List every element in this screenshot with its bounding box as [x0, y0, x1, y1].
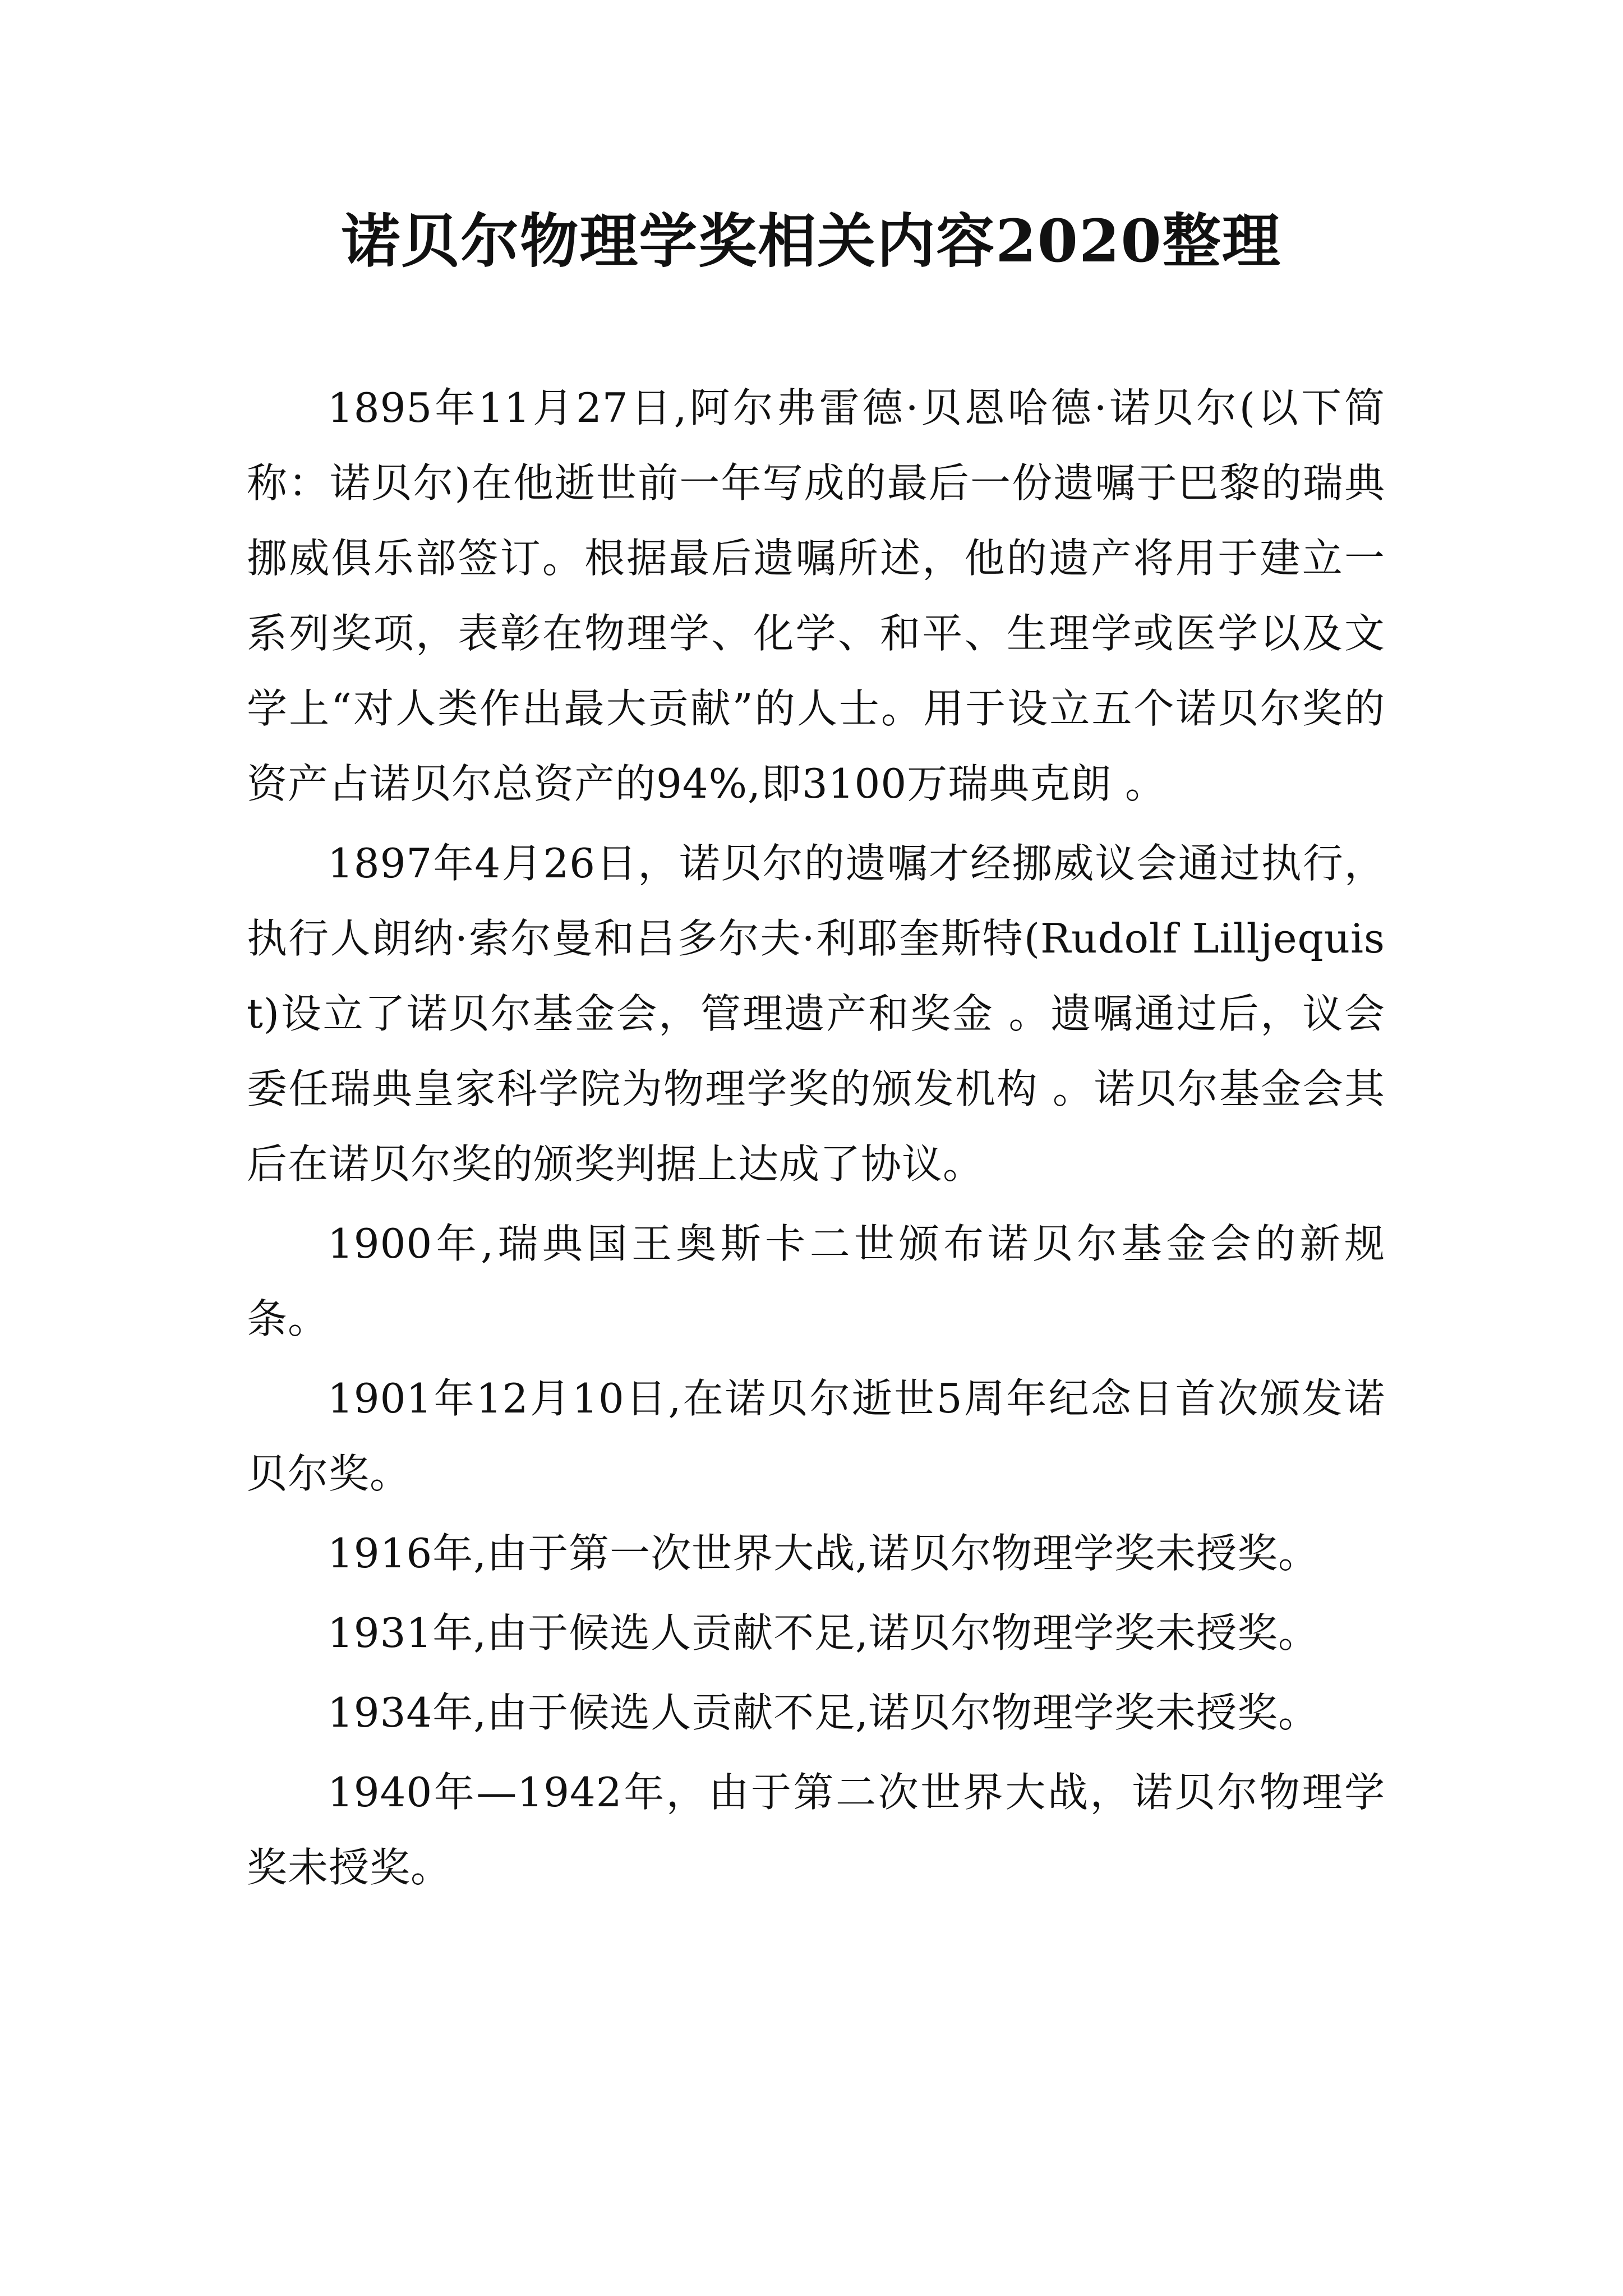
paragraph-1895-will: 1895年11月27日,阿尔弗雷德·贝恩哈德·诺贝尔(以下简称：诺贝尔)在他逝世前一年写成的最后一份遗嘱于巴黎的瑞典挪威俱乐部签订。根据最后遗嘱所述，他的遗产将用于建立一系列奖项，表彰在物理学、化学、和平、生理学或医学以及文学上“对人类作出最大贡献”的人士。用于设立五个诺贝尔奖的资产占诺贝尔总资产的94%,即3100万瑞典克朗 。: [247, 384, 1385, 807]
paragraph-1934-no-award: 1934年,由于候选人贡献不足,诺贝尔物理学奖未授奖。: [328, 1689, 1320, 1736]
paragraph-1916-no-award: 1916年,由于第一次世界大战,诺贝尔物理学奖未授奖。: [328, 1530, 1320, 1577]
paragraph-1900-statutes: 1900年,瑞典国王奥斯卡二世颁布诺贝尔基金会的新规条。: [247, 1220, 1385, 1342]
paragraph-1940-1942-no-award: 1940年—1942年，由于第二次世界大战，诺贝尔物理学奖未授奖。: [247, 1769, 1385, 1891]
paragraph-1931-no-award: 1931年,由于候选人贡献不足,诺贝尔物理学奖未授奖。: [328, 1609, 1320, 1657]
paragraph-1901-first-award: 1901年12月10日,在诺贝尔逝世5周年纪念日首次颁发诺贝尔奖。: [247, 1375, 1385, 1497]
document-title: 诺贝尔物理学奖相关内容2020整理: [342, 206, 1281, 275]
paragraph-1897-foundation: 1897年4月26日，诺贝尔的遗嘱才经挪威议会通过执行，执行人朗纳·索尔曼和吕多尔夫·利耶奎斯特(Rudolf Lilljequist)设立了诺贝尔基金会，管理遗产和奖金 。遗嘱通过后，议会委任瑞典皇家科学院为物理学奖的颁发机构 。诺贝尔基金会其后在诺贝尔奖的颁奖判据上达成了协议。: [247, 840, 1385, 1188]
document-body: [247, 370, 1385, 1910]
